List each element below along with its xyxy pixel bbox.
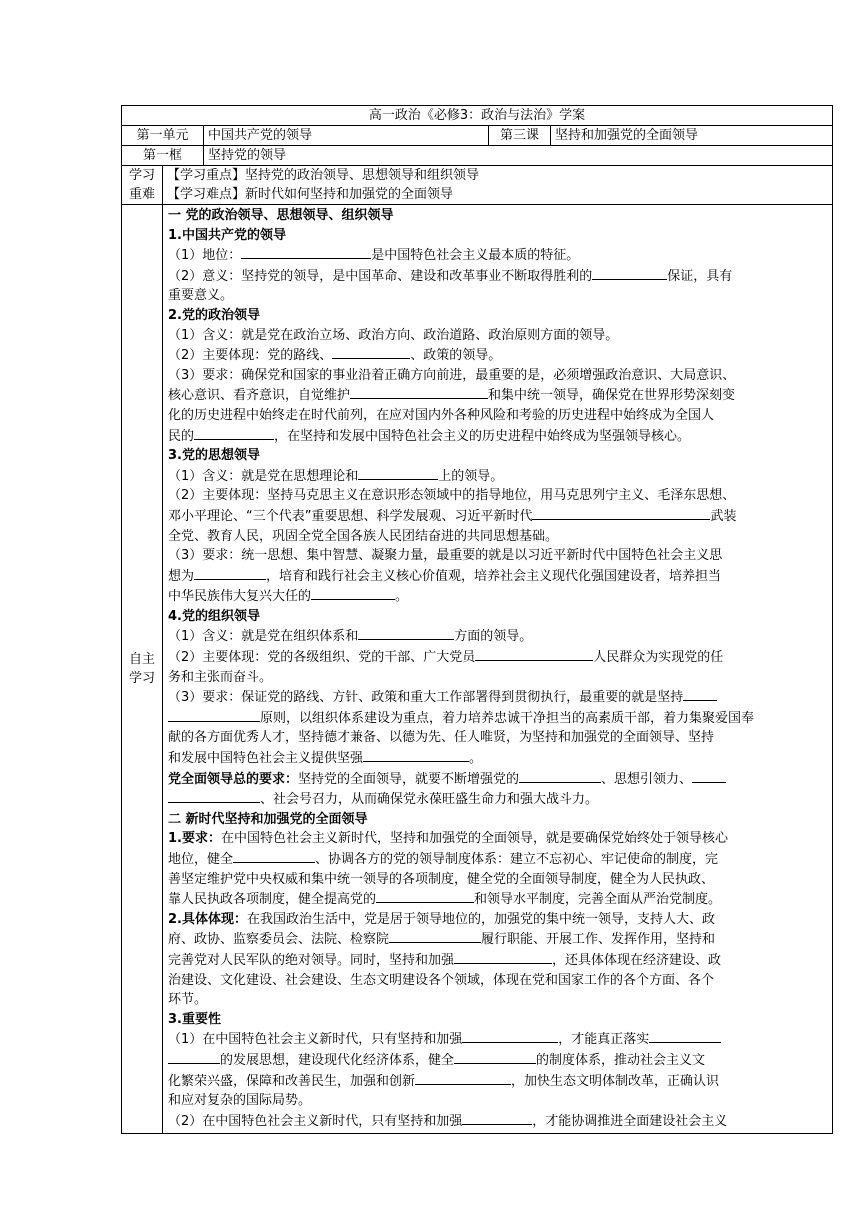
r3-p2-l1: （2）在中国特色社会主义新时代，只有坚持和加强 ，才能协调推进全面建设社会主义 (168, 1111, 827, 1132)
fill-blank[interactable] (241, 245, 371, 259)
r1-l3: 善坚定维护党中央权威和集中统一领导的各项制度，健全党的全面领导制度，健全为人民执政、 (168, 871, 715, 887)
focus-content (163, 166, 833, 205)
unit-name: 中国共产党的领导 (204, 126, 489, 146)
s2-p3-l2: 核心意识、看齐意识，自觉维护 和集中统一领导，确保党在世界形势深刻变 (168, 385, 827, 406)
focus-label-line1: 学习 (128, 168, 155, 183)
fill-blank[interactable] (389, 929, 481, 943)
s2-p3-l1: （3）要求：确保党和国家的事业沿着正确方向前进，最重要的是，必须增强政治意识、大局意识、 (168, 367, 736, 383)
fill-blank[interactable] (692, 769, 726, 783)
s2-p1: （1）含义：就是党在政治立场、政治方向、政治道路、政治原则方面的领导。 (168, 327, 619, 343)
s4-p3-l4: 和发展中国特色社会主义提供坚强 。 (168, 748, 827, 769)
r3-title: 3.重要性 (168, 1011, 221, 1027)
frame-label: 第一框 (122, 146, 204, 166)
r2-l3: 完善党对人民军队的绝对领导。同时，坚持和加强 ，还具体体现在经济建设、政 (168, 950, 827, 971)
fill-blank[interactable] (683, 687, 717, 701)
lesson-name: 坚持和加强党的全面领导 (551, 126, 833, 146)
section2-title: 二 新时代坚持和加强党的全面领导 (168, 811, 368, 827)
s2-title: 2.党的政治领导 (168, 307, 260, 323)
fill-blank[interactable] (475, 647, 593, 661)
fill-blank[interactable] (350, 385, 488, 399)
key-point: 【学习重点】坚持党的政治领导、思想领导和组织领导 (167, 168, 480, 183)
section1-title: 一 党的政治领导、思想领导、组织领导 (168, 208, 394, 223)
fill-blank[interactable] (519, 769, 601, 783)
s4-p3-l1: （3）要求：保证党的路线、方针、政策和重大工作部署得到贯彻执行，最重要的就是坚持 (168, 687, 827, 708)
s2-p3-l4: 民的 ，在坚持和发展中国特色社会主义的历史进程中始终成为坚强领导核心。 (168, 426, 827, 447)
fill-blank[interactable] (168, 1050, 220, 1064)
r1-l2: 地位，健全 、协调各方的党的领导制度体系：建立不忘初心、牢记使命的制度，完 (168, 849, 827, 870)
fill-blank[interactable] (168, 708, 260, 722)
unit-label: 第一单元 (122, 126, 204, 146)
total-requirement-l1: 党全面领导总的要求：坚持党的全面领导，就要不断增强党的 、思想引领力、 (168, 769, 827, 790)
r3-p1-l4: 和应对复杂的国际局势。 (168, 1093, 312, 1109)
fill-blank[interactable] (649, 1029, 721, 1043)
fill-blank[interactable] (454, 950, 552, 964)
r3-p1-l1: （1）在中国特色社会主义新时代，只有坚持和加强 ，才能真正落实 (168, 1029, 827, 1050)
fill-blank[interactable] (532, 506, 710, 520)
frame-name: 坚持党的领导 (204, 146, 833, 166)
s3-p2-l1: （2）主要体现：坚持马克思主义在意识形态领域中的指导地位，用马克思列宁主义、毛泽东思想、 (168, 488, 736, 504)
s4-title: 4.党的组织领导 (168, 608, 260, 624)
fill-blank[interactable] (462, 1111, 532, 1125)
s4-p2: （2）主要体现：党的各级组织、党的干部、广大党员 人民群众为实现党的任 (168, 647, 827, 668)
fill-blank[interactable] (415, 1071, 511, 1085)
difficulty-point: 【学习难点】新时代如何坚持和加强党的全面领导 (167, 187, 454, 202)
s3-p3-l2: 想为 ，培育和践行社会主义核心价值观，培养社会主义现代化强国建设者，培养担当 (168, 566, 827, 587)
focus-label-line2: 重难 (128, 187, 155, 202)
r2-l4: 治建设、文化建设、社会建设、生态文明建设各个领域，体现在党和国家工作的各个方面、各个 (168, 972, 715, 988)
s1-p2: （2）意义：坚持党的领导，是中国革命、建设和改革事业不断取得胜利的 保证，具有 (168, 266, 827, 287)
fill-blank[interactable] (454, 1050, 536, 1064)
fill-blank[interactable] (376, 889, 474, 903)
s4-p2-cont: 务和主张而奋斗。 (168, 669, 273, 685)
self-study-label (122, 205, 163, 1134)
r1-l1: 1.要求：在中国特色社会主义新时代，坚持和加强党的全面领导，就是要确保党始终处于领导核心 (168, 831, 728, 847)
fill-blank[interactable] (233, 849, 315, 863)
lesson-label: 第三课 (489, 126, 551, 146)
s2-p2: （2）主要体现：党的路线、 、政策的领导。 (168, 345, 827, 366)
fill-blank[interactable] (363, 748, 469, 762)
self-study-line2: 学习 (128, 671, 155, 687)
s2-p3-l3: 化的历史进程中始终走在时代前列，在应对国内外各种风险和考验的历史进程中始终成为全国人 (168, 407, 715, 423)
r1-l4: 靠人民执政各项制度，健全提高党的 和领导水平制度，完善全面从严治党制度。 (168, 889, 827, 910)
self-study-line1: 自主 (128, 652, 155, 668)
fill-blank[interactable] (462, 1029, 558, 1043)
r2-l5: 环节。 (168, 992, 208, 1008)
study-sheet-table (121, 105, 833, 1134)
s4-p3-l3: 献的各方面优秀人才，坚持德才兼备、以德为先、任人唯贤，为坚持和加强党的全面领导、坚持 (168, 730, 715, 746)
fill-blank[interactable] (358, 626, 454, 640)
r3-p1-l3: 化繁荣兴盛，保障和改善民生，加强和创新 ，加快生态文明体制改革，正确认识 (168, 1071, 827, 1092)
fill-blank[interactable] (194, 566, 266, 580)
s3-p1: （1）含义：就是党在思想理论和 上的领导。 (168, 466, 827, 487)
fill-blank[interactable] (194, 426, 274, 440)
fill-blank[interactable] (332, 345, 410, 359)
s3-title: 3.党的思想领导 (168, 448, 260, 464)
fill-blank[interactable] (592, 266, 667, 280)
s3-p2-l3: 全党、教育人民，巩固全党全国各族人民团结奋进的共同思想基础。 (168, 528, 559, 544)
total-requirement-l2: 、社会号召力，从而确保党永葆旺盛生命力和强大战斗力。 (168, 789, 827, 810)
s3-p3-l3: 中华民族伟大复兴大任的 。 (168, 586, 827, 607)
fill-blank[interactable] (311, 586, 395, 600)
fill-blank[interactable] (168, 789, 260, 803)
r3-p1-l2: 的发展思想，建设现代化经济体系，健全 的制度体系，推动社会主义文 (168, 1050, 827, 1071)
s1-p1: （1）地位： 是中国特色社会主义最本质的特征。 (168, 245, 827, 266)
s4-p3-l2: 原则，以组织体系建设为重点，着力培养忠诚干净担当的高素质干部，着力集聚爱国奉 (168, 708, 827, 729)
s3-p2-l2: 邓小平理论、“三个代表”重要思想、科学发展观、习近平新时代 武装 (168, 506, 827, 527)
fill-blank[interactable] (358, 466, 438, 480)
s4-p1: （1）含义：就是党在组织体系和 方面的领导。 (168, 626, 827, 647)
self-study-content (163, 205, 833, 1134)
focus-label (122, 166, 163, 205)
sheet-title: 高一政治《必修3：政治与法治》学案 (122, 106, 833, 126)
r2-l1: 2.具体体现：在我国政治生活中，党是居于领导地位的，加强党的集中统一领导，支持人大、政 (168, 911, 715, 927)
s3-p3-l1: （3）要求：统一思想、集中智慧、凝聚力量，最重要的就是以习近平新时代中国特色社会主义思 (168, 548, 723, 564)
s1-p2-cont: 重要意义。 (168, 288, 234, 304)
r2-l2: 府、政协、监察委员会、法院、检察院 履行职能、开展工作、发挥作用，坚持和 (168, 929, 827, 950)
s1-title: 1.中国共产党的领导 (168, 227, 286, 243)
